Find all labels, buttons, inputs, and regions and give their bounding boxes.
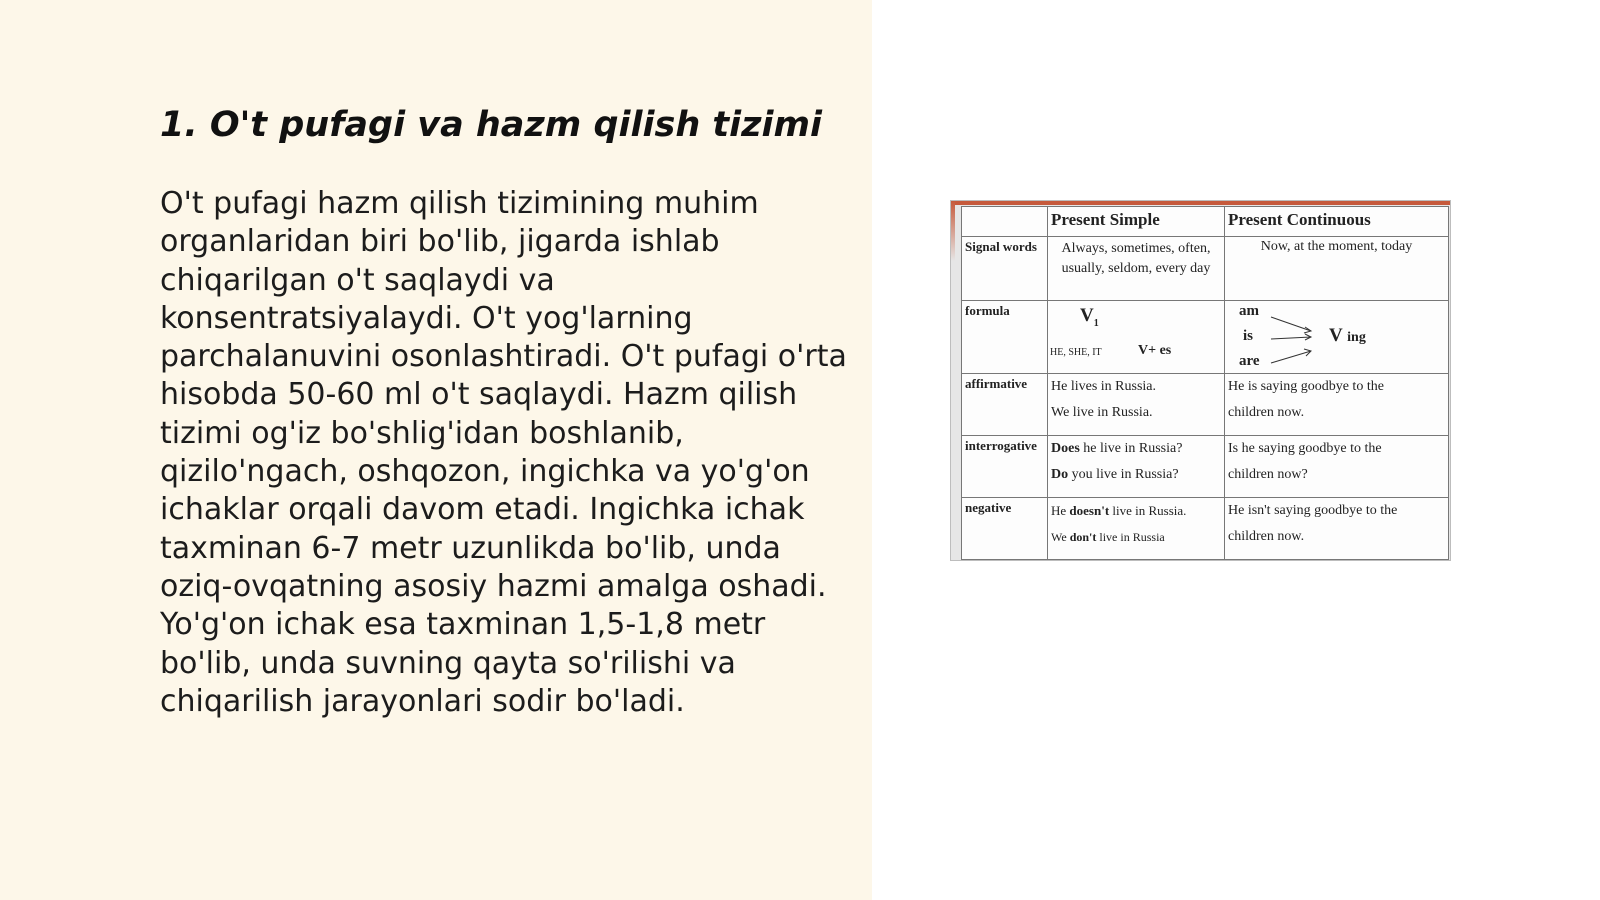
image-left-accent	[951, 201, 955, 261]
slide-title: 1. O't pufagi va hazm qilish tizimi	[160, 105, 822, 145]
row-label-formula: formula	[962, 301, 1048, 374]
table-row-interrogative	[962, 436, 1449, 498]
header-present-continuous: Present Continuous	[1225, 207, 1449, 237]
negative-continuous-line-2: children now.	[1228, 529, 1305, 544]
interrogative-simple-line-2: Do you live in Russia?	[1051, 467, 1179, 482]
formula-ending: V+ es	[1138, 343, 1172, 358]
cell-interrogative-continuous	[1225, 436, 1449, 498]
affirmative-continuous-line-1: He is saying goodbye to the	[1228, 379, 1384, 394]
table-row-negative	[962, 498, 1449, 560]
grammar-table-container	[961, 206, 1449, 559]
image-top-accent	[951, 201, 1450, 205]
negative-continuous-line-1: He isn't saying goodbye to the	[1228, 503, 1398, 518]
table-row-signal-words	[962, 237, 1449, 301]
affirmative-simple-line-1: He lives in Russia.	[1051, 379, 1156, 394]
cell-negative-simple	[1048, 498, 1225, 560]
cell-interrogative-simple	[1048, 436, 1225, 498]
interrogative-continuous-line-2: children now?	[1228, 467, 1308, 482]
row-label-negative: negative	[962, 498, 1048, 560]
formula-aux-am: am	[1239, 303, 1259, 319]
interrogative-continuous-line-1: Is he saying goodbye to the	[1228, 441, 1382, 456]
interrogative-simple-line-1: Does he live in Russia?	[1051, 441, 1183, 456]
formula-v-ing: V ing	[1329, 325, 1366, 346]
formula-aux-is: is	[1243, 328, 1254, 344]
cell-affirmative-simple	[1048, 374, 1225, 436]
formula-v1: $V_1$	[1080, 305, 1099, 329]
row-label-signal-words: Signal words	[962, 237, 1048, 301]
cell-formula-continuous	[1225, 301, 1449, 374]
cell-negative-continuous	[1225, 498, 1449, 560]
grammar-table-image	[950, 200, 1451, 561]
negative-simple-line-2: We don't live in Russia	[1051, 530, 1165, 544]
formula-arrows-icon	[1269, 311, 1329, 371]
cell-affirmative-continuous	[1225, 374, 1449, 436]
slide-body-text: O't pufagi hazm qilish tizimining muhim organlaridan biri bo'lib, jigarda ishlab chiqarilgan o't saqlaydi va konsentratsiyalaydi. O't yog'larning parchalanuvini osonlashtiradi. O't pufagi o'rta hisobda 50-60 ml o't saqlaydi. Hazm qilish tizimi og'iz bo'shlig'idan boshlanib, qizilo'ngach, oshqozon, ingichka va yo'g'on ichaklar orqali davom etadi. Ingichka ichak taxminan 6-7 metr uzunlikda bo'lib, unda oziq-ovqatning asosiy hazmi amalga oshadi. Yo'g'on ichak esa taxminan 1,5-1,8 metr bo'lib, unda suvning qayta so'rilishi va chiqarilish jarayonlari sodir bo'ladi.	[160, 186, 847, 719]
grammar-table	[961, 206, 1449, 560]
cell-signal-simple: Always, sometimes, often, usually, seldom, every day	[1048, 237, 1225, 301]
negative-simple-line-1: He doesn't live in Russia.	[1051, 503, 1187, 518]
cell-signal-continuous: Now, at the moment, today	[1225, 237, 1449, 301]
formula-subject: HE, SHE, IT	[1050, 347, 1102, 358]
affirmative-simple-line-2: We live in Russia.	[1051, 405, 1153, 420]
table-header-row	[962, 207, 1449, 237]
row-label-interrogative: interrogative	[962, 436, 1048, 498]
affirmative-continuous-line-2: children now.	[1228, 405, 1305, 420]
header-present-simple: Present Simple	[1048, 207, 1225, 237]
header-empty	[962, 207, 1048, 237]
cell-formula-simple	[1048, 301, 1225, 374]
table-row-formula	[962, 301, 1449, 374]
row-label-affirmative: affirmative	[962, 374, 1048, 436]
table-row-affirmative	[962, 374, 1449, 436]
formula-aux-are: are	[1239, 353, 1260, 369]
